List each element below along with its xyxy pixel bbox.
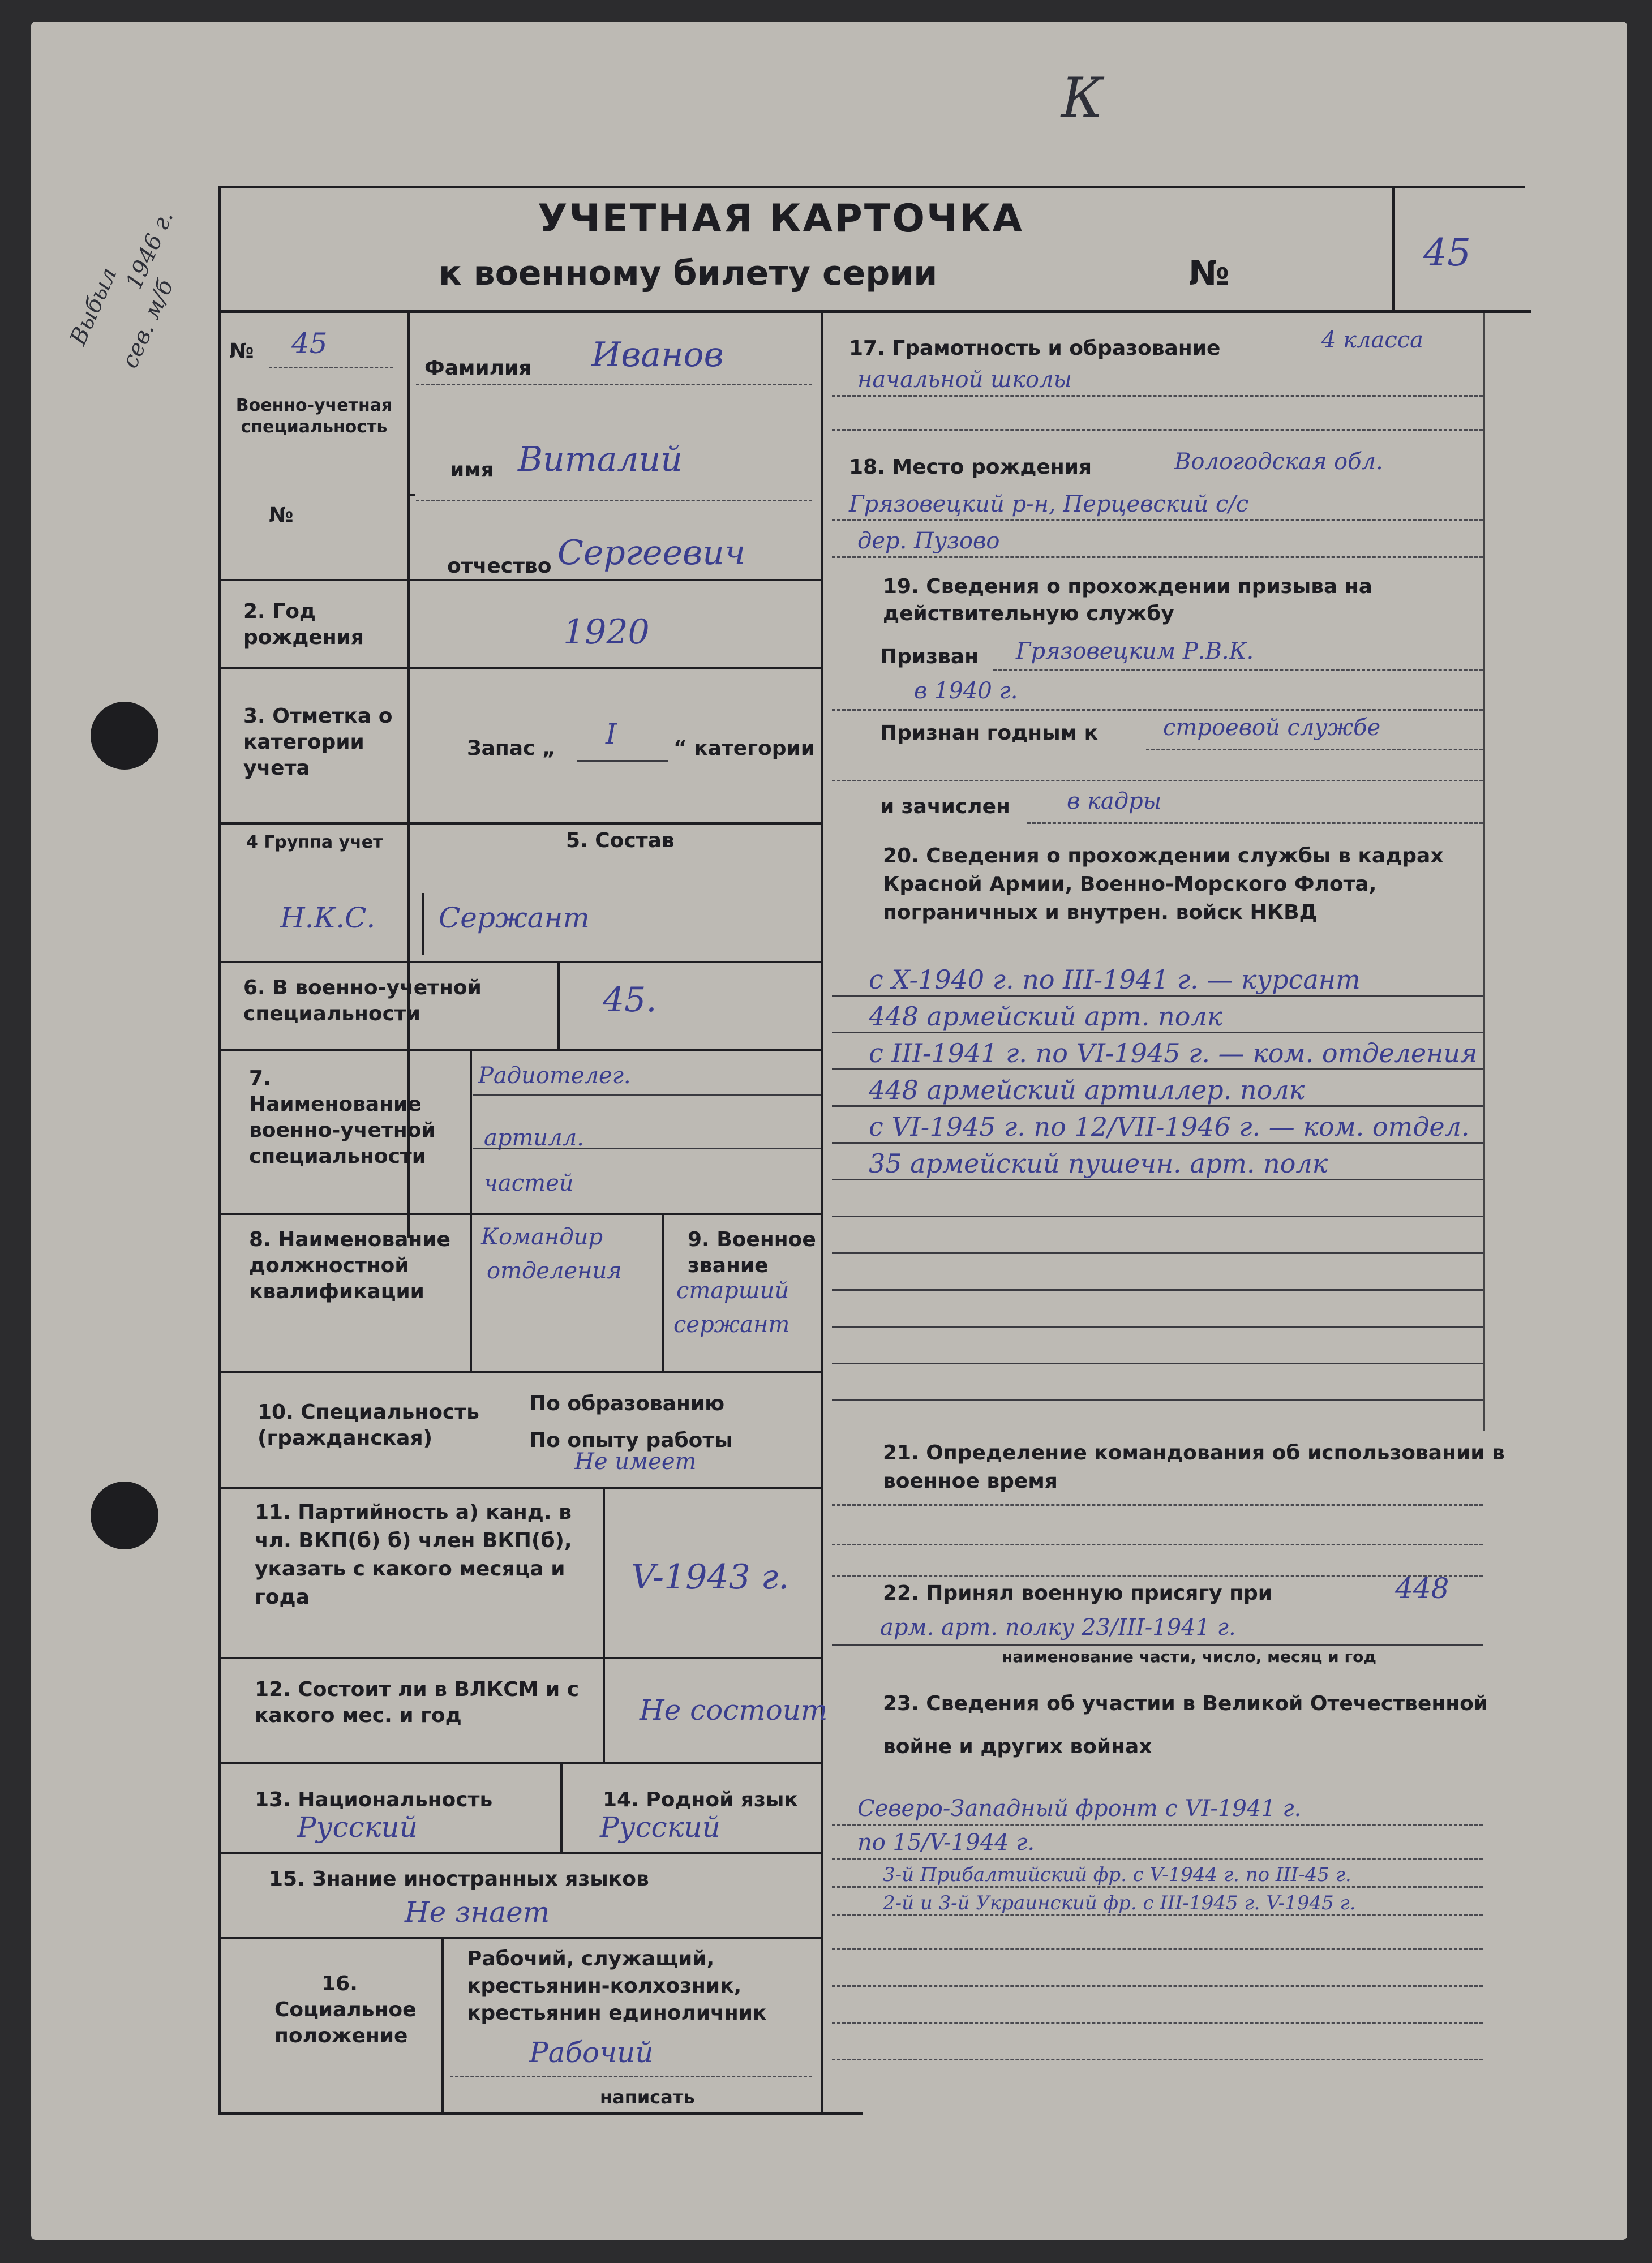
row-divider (218, 1852, 822, 1854)
series-number-sign: № (1188, 254, 1230, 293)
q2-label: 2. Год рождения (243, 600, 364, 649)
q6-label: 6. В военно-учетной специальности (243, 976, 482, 1025)
q7-divider (470, 1049, 472, 1213)
q3-text-a: Запас „ (467, 737, 556, 760)
q23-label: 23. Сведения об участии в Великой Отечественной войне и других войнах (883, 1692, 1488, 1758)
q9-divider (662, 1213, 664, 1371)
q18-value-line-1: Вологодская обл. (1174, 449, 1383, 475)
q4-q5-divider (422, 893, 424, 955)
q23-rule (832, 1858, 1483, 1860)
patronymic-value: Сергеевич (557, 533, 746, 573)
q5-label: 5. Состав (566, 829, 675, 852)
surname-underline (416, 384, 812, 385)
name-value: Виталий (518, 440, 683, 479)
q20-label: 20. Сведения о прохождении службы в кадрах Красной Армии, Военно-Морского Флота, пограничных и внутрен. войск НКВД (883, 844, 1444, 924)
q10-edu-label: По образованию (529, 1392, 725, 1415)
surname-label: Фамилия (424, 357, 532, 380)
row-divider (218, 1937, 822, 1939)
q22-value-a: 448 (1395, 1572, 1449, 1605)
row-divider (218, 1049, 822, 1051)
q21-label: 21. Определение командования об использовании в военное время (883, 1441, 1505, 1493)
q15-value: Не знает (405, 1896, 550, 1929)
card-number-value: 45 (1423, 231, 1471, 274)
q10-work-label: По опыту работы (529, 1429, 733, 1452)
q19-rule (993, 669, 1483, 671)
frame-header-bottom (218, 310, 1531, 313)
q6-value: 45. (603, 980, 657, 1020)
q23-entry-1: Северо-Западный фронт с VI-1941 г. (857, 1796, 1302, 1822)
q19-rule (1027, 822, 1483, 824)
q11-label: 11. Партийность а) канд. в чл. ВКП(б) б) член ВКП(б), указать с какого месяца и года (255, 1501, 572, 1609)
q20-rule (832, 1032, 1483, 1033)
q21-rule (832, 1504, 1483, 1506)
q22-value-b: арм. арт. полку 23/III-1941 г. (880, 1614, 1236, 1641)
q23-entry-3: 3-й Прибалтийский фр. с V-1944 г. по III-45 г. (883, 1863, 1351, 1886)
q19-enrolled-value: в кадры (1067, 788, 1162, 814)
q7-label: 7. Наименование военно-учетной специальности (249, 1067, 436, 1168)
q20-entry-2: 448 армейский арт. полк (869, 1001, 1223, 1032)
q3-label: 3. Отметка о категории учета (243, 705, 393, 780)
q18-rule (832, 556, 1483, 558)
q20-rule (832, 1289, 1483, 1291)
q12-value: Не состоит (640, 1694, 828, 1727)
q3-value: I (606, 718, 617, 750)
q23-rule (832, 1824, 1483, 1826)
name-underline (416, 500, 812, 501)
vus-no-label: № (269, 504, 294, 527)
q2-value: 1920 (563, 612, 650, 652)
q13-label: 13. Национальность (255, 1788, 493, 1811)
q6-divider (557, 961, 560, 1049)
q21-rule (832, 1575, 1483, 1577)
row-divider (218, 1762, 822, 1764)
q14-value: Русский (600, 1811, 720, 1844)
q9-value-line-1: старший (676, 1278, 789, 1304)
punch-hole-top (91, 702, 158, 770)
q23-entry-4: 2-й и 3-й Украинский фр. с III-1945 г. V-1945 г. (883, 1892, 1356, 1914)
q16-label: 16. Социальное положение (274, 1972, 417, 2047)
q17-rule (832, 395, 1483, 397)
row-divider (218, 822, 822, 825)
q10-value: Не имеет (574, 1449, 697, 1475)
q16-underline (450, 2076, 812, 2077)
q14-label: 14. Родной язык (603, 1788, 798, 1811)
q20-entry-6: 35 армейский пушечн. арт. полк (869, 1148, 1328, 1179)
q16-options: Рабочий, служащий, крестьянин-колхозник, крестьянин единоличник (467, 1947, 767, 2025)
q20-rule (832, 1179, 1483, 1180)
q16-footer: написать (600, 2086, 695, 2108)
q7-value-line-3: частей (484, 1170, 574, 1196)
q22-label: 22. Принял военную присягу при (883, 1582, 1272, 1605)
q18-value-line-3: дер. Пузово (857, 528, 1000, 554)
q19-rule (832, 709, 1483, 711)
no-underline (269, 367, 393, 368)
q19-called-value-line-1: Грязовецким Р.В.К. (1016, 638, 1254, 664)
q18-label: 18. Место рождения (849, 456, 1092, 479)
q20-rule (832, 1399, 1483, 1401)
no-label: № (229, 340, 254, 363)
frame-top-right (1392, 186, 1395, 310)
no-value: 45 (291, 327, 328, 360)
margin-note-line-1: Выбыл (65, 264, 122, 349)
card-title: УЧЕТНАЯ КАРТОЧКА (538, 196, 1024, 241)
q4-value: Н.К.С. (280, 901, 376, 934)
q19-fit-label: Признан годным к (880, 722, 1099, 745)
q23-rule (832, 1886, 1483, 1888)
row-divider (218, 1371, 822, 1373)
punch-hole-bottom (91, 1482, 158, 1549)
q5-value: Сержант (439, 901, 590, 934)
q17-value-line-2: начальной школы (857, 367, 1072, 393)
q7-rule (473, 1148, 821, 1149)
q18-rule (832, 519, 1483, 521)
q19-label: 19. Сведения о прохождении призыва на действительную службу (883, 575, 1373, 625)
q23-rule (832, 1985, 1483, 1987)
q20-rule (832, 1216, 1483, 1217)
q10-label: 10. Специальность (гражданская) (258, 1401, 479, 1450)
margin-note-line-2: 1946 г. (121, 206, 179, 294)
vus-label: Военно-учетная специальность (235, 396, 393, 437)
q20-rule (832, 995, 1483, 997)
patronymic-label: отчество (447, 555, 552, 578)
q12-label: 12. Состоит ли в ВЛКСМ и с какого мес. и год (255, 1678, 580, 1727)
q20-entry-4: 448 армейский артиллер. полк (869, 1075, 1305, 1105)
q22-caption: наименование части, число, месяц и год (1002, 1647, 1376, 1666)
q20-entry-5: с VI-1945 г. по 12/VII-1946 г. — ком. отдел. (869, 1111, 1470, 1142)
q19-rule (1146, 749, 1483, 750)
q17-value-line-1: 4 класса (1321, 327, 1424, 353)
q9-label: 9. Военное звание (688, 1228, 816, 1277)
corner-mark: К (1061, 66, 1104, 130)
q21-rule (832, 1544, 1483, 1545)
q23-rule (832, 2022, 1483, 2024)
q16-divider (441, 1937, 444, 2115)
name-label: имя (450, 458, 494, 482)
margin-note-line-3: сев. м/б (117, 276, 179, 372)
document-page (31, 22, 1627, 2240)
q20-entry-3: с III-1941 г. по VI-1945 г. — ком. отделения (869, 1038, 1478, 1068)
q20-rule (832, 1252, 1483, 1254)
q9-value-line-2: сержант (673, 1312, 790, 1338)
q19-enrolled-label: и зачислен (880, 795, 1010, 818)
row-divider (218, 1487, 822, 1489)
q4-label: 4 Группа учет (246, 832, 383, 852)
row-divider (218, 667, 822, 669)
q23-rule (832, 1948, 1483, 1950)
card-subtitle: к военному билету серии (439, 254, 938, 293)
name-divider (407, 494, 415, 496)
q18-value-line-2: Грязовецкий р-н, Перцевский с/с (849, 491, 1249, 517)
q23-rule (832, 1914, 1483, 1916)
q19-called-label: Призван (880, 645, 979, 668)
q13-value: Русский (297, 1811, 418, 1844)
q20-rule (832, 1326, 1483, 1328)
q7-value-line-1: Радиотелег. (478, 1063, 631, 1089)
q8-label: 8. Наименование должностной квалификации (249, 1228, 450, 1303)
q20-rule (832, 1105, 1483, 1107)
q19-called-value-line-2: в 1940 г. (914, 678, 1018, 704)
surname-value: Иванов (591, 335, 724, 375)
q13-divider (560, 1762, 563, 1852)
q15-label: 15. Знание иностранных языков (269, 1867, 649, 1891)
q20-entry-1: с X-1940 г. по III-1941 г. — курсант (869, 964, 1361, 995)
q23-entry-2: по 15/V-1944 г. (857, 1830, 1035, 1856)
row-divider (218, 1657, 822, 1659)
q17-rule (832, 429, 1483, 431)
q7-value-line-2: артилл. (484, 1125, 584, 1151)
q22-rule (832, 1644, 1483, 1646)
frame-top (218, 186, 1525, 188)
q3-text-b: “ категории (673, 737, 815, 760)
q20-rule (832, 1142, 1483, 1144)
q20-rule (832, 1068, 1483, 1070)
row-divider (218, 1213, 822, 1215)
frame-left (218, 186, 221, 2115)
q20-rule (832, 1363, 1483, 1364)
q19-rule (832, 780, 1483, 781)
q3-underline (577, 760, 668, 762)
q23-rule (832, 2059, 1483, 2060)
q8-value-line-1: Командир (481, 1224, 603, 1250)
row-divider (218, 961, 822, 963)
q19-fit-value: строевой службе (1163, 715, 1381, 741)
q17-label: 17. Грамотность и образование (849, 337, 1221, 360)
q12-divider (603, 1657, 605, 1762)
q16-value: Рабочий (529, 2036, 654, 2069)
q8-value-line-2: отделения (487, 1258, 622, 1284)
q7-rule (473, 1094, 821, 1096)
frame-bottom (218, 2112, 863, 2115)
q11-value: V-1943 г. (631, 1557, 789, 1597)
q8-divider (470, 1213, 472, 1371)
q11-divider (603, 1487, 605, 1657)
